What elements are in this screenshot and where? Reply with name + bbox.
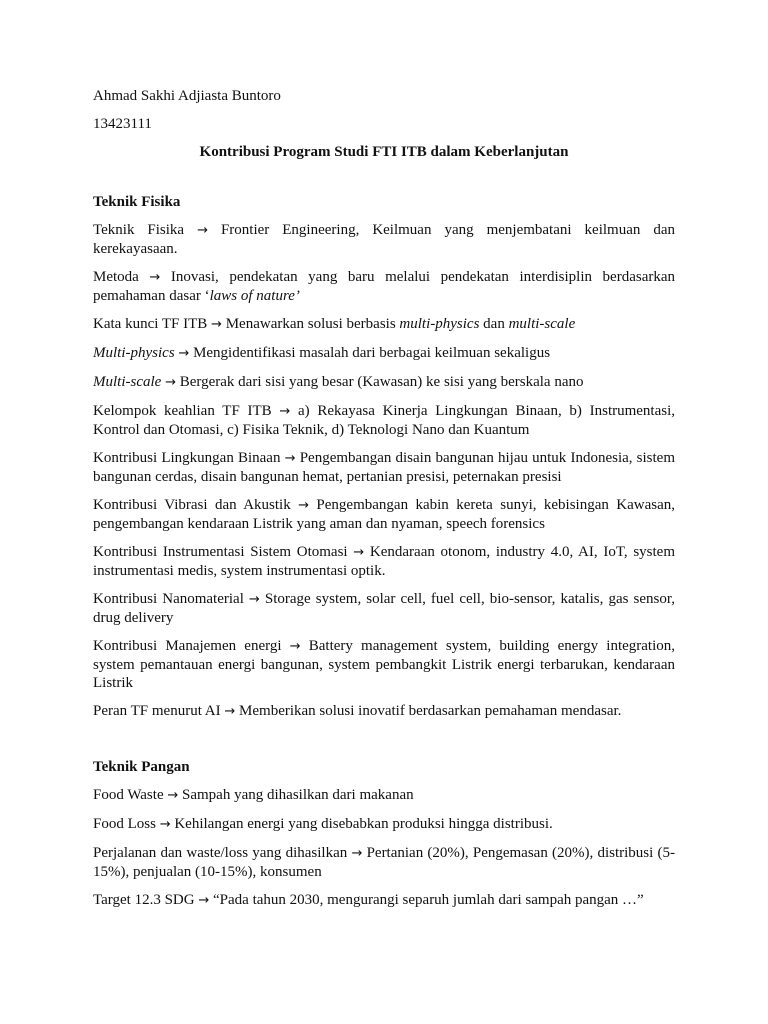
arrow-icon: →	[224, 704, 236, 719]
paragraph-metoda	[93, 268, 675, 305]
description: a) Rekayasa Kinerja Lingkungan Binaan, b) Instrumentasi, Kontrol dan Otomasi, c) Fisika Teknik, d) Teknologi Nano dan Kuantum	[93, 403, 676, 438]
description: Menawarkan solusi berbasis	[225, 316, 400, 332]
paragraph-perjalanan	[93, 844, 675, 881]
term: Teknik Fisika	[93, 222, 185, 238]
description: Storage system, solar cell, fuel cell, bio-sensor, katalis, gas sensor, drug delivery	[93, 591, 675, 626]
paragraph-food-loss	[93, 815, 675, 834]
arrow-icon: →	[197, 223, 208, 238]
description: Kehilangan energi yang disebabkan produksi hingga distribusi.	[174, 816, 553, 832]
term: Food Waste	[93, 787, 164, 803]
arrow-icon: →	[149, 270, 161, 285]
term: Multi-physics	[93, 345, 175, 361]
italic-text: laws of nature’	[209, 288, 300, 304]
term: Kontribusi Nanomaterial	[93, 591, 244, 607]
paragraph-peran-tf	[93, 702, 675, 721]
term: Kelompok keahlian TF ITB	[93, 403, 272, 419]
paragraph-kelompok-keahlian	[93, 402, 675, 439]
term: Kata kunci TF ITB	[93, 316, 208, 332]
description: Pengembangan disain bangunan hijau untuk Indonesia, sistem bangunan cerdas, disain bangunan hemat, pertanian presisi, peternakan presisi	[93, 450, 676, 485]
arrow-icon: →	[279, 404, 291, 419]
description: “Pada tahun 2030, mengurangi separuh jumlah dari sampah pangan …”	[213, 892, 644, 908]
paragraph-multi-physics	[93, 344, 675, 363]
description: Pengembangan kabin kereta sunyi, kebisingan Kawasan, pengembangan kendaraan Listrik yang aman dan nyaman, speech forensics	[93, 497, 675, 532]
paragraph-nanomaterial	[93, 590, 675, 627]
arrow-icon: →	[248, 592, 260, 607]
arrow-icon: →	[351, 846, 363, 861]
term: Food Loss	[93, 816, 156, 832]
term: Metoda	[93, 269, 139, 285]
paragraph-manajemen-energi	[93, 637, 675, 692]
arrow-icon: →	[165, 375, 176, 390]
section-heading-teknik-pangan: Teknik Pangan	[93, 759, 190, 775]
term: Peran TF menurut AI	[93, 703, 221, 719]
arrow-icon: →	[211, 317, 222, 332]
paragraph-target-sdg	[93, 891, 675, 910]
term: Perjalanan dan waste/loss yang dihasilkan	[93, 845, 348, 861]
section-heading-teknik-fisika: Teknik Fisika	[93, 194, 181, 210]
description: Mengidentifikasi masalah dari berbagai keilmuan sekaligus	[193, 345, 551, 361]
description: Inovasi, pendekatan yang baru melalui pendekatan interdisiplin berdasarkan pemahaman dasar ‘	[93, 269, 676, 304]
description: Memberikan solusi inovatif berdasarkan pemahaman mendasar.	[239, 703, 622, 719]
arrow-icon: →	[298, 498, 310, 513]
paragraph-teknik-fisika	[93, 221, 675, 258]
term: Kontribusi Vibrasi dan Akustik	[93, 497, 291, 513]
arrow-icon: →	[353, 545, 365, 560]
description: Bergerak dari sisi yang besar (Kawasan) ke sisi yang berskala nano	[179, 374, 584, 390]
paragraph-food-waste	[93, 786, 675, 805]
description: Sampah yang dihasilkan dari makanan	[182, 787, 414, 803]
document-title: Kontribusi Program Studi FTI ITB dalam Keberlanjutan	[199, 144, 569, 160]
paragraph-vibrasi-akustik	[93, 496, 675, 533]
italic-text: multi-physics	[399, 316, 480, 332]
author-name: Ahmad Sakhi Adjiasta Buntoro	[93, 88, 281, 104]
term: Kontribusi Instrumentasi Sistem Otomasi	[93, 544, 348, 560]
paragraph-instrumentasi	[93, 543, 675, 580]
arrow-icon: →	[167, 788, 179, 803]
description-connector: dan	[479, 316, 509, 332]
term: Target 12.3 SDG	[93, 892, 195, 908]
description: Battery management system, building energy integration, system pemantauan energi bangunan, system pembangkit Listrik energi terbarukan, kendaraan Listrik	[93, 638, 676, 691]
italic-text: multi-scale	[508, 316, 576, 332]
arrow-icon: →	[289, 639, 301, 654]
arrow-icon: →	[284, 451, 296, 466]
arrow-icon: →	[159, 817, 171, 832]
term: Kontribusi Lingkungan Binaan	[93, 450, 281, 466]
description: Kendaraan otonom, industry 4.0, AI, IoT, system instrumentasi medis, system instrumentasi optik.	[93, 544, 675, 579]
paragraph-multi-scale	[93, 373, 675, 392]
arrow-icon: →	[198, 893, 210, 908]
description: Pertanian (20%), Pengemasan (20%), distribusi (5-15%), penjualan (10-15%), konsumen	[93, 845, 675, 880]
paragraph-lingkungan-binaan	[93, 449, 675, 486]
description: Frontier Engineering, Keilmuan yang menjembatani keilmuan dan kerekayasaan.	[93, 222, 675, 257]
paragraph-kata-kunci	[93, 315, 675, 334]
arrow-icon: →	[178, 346, 190, 361]
term: Multi-scale	[93, 374, 162, 390]
term: Kontribusi Manajemen energi	[93, 638, 282, 654]
student-id: 13423111	[93, 116, 152, 132]
